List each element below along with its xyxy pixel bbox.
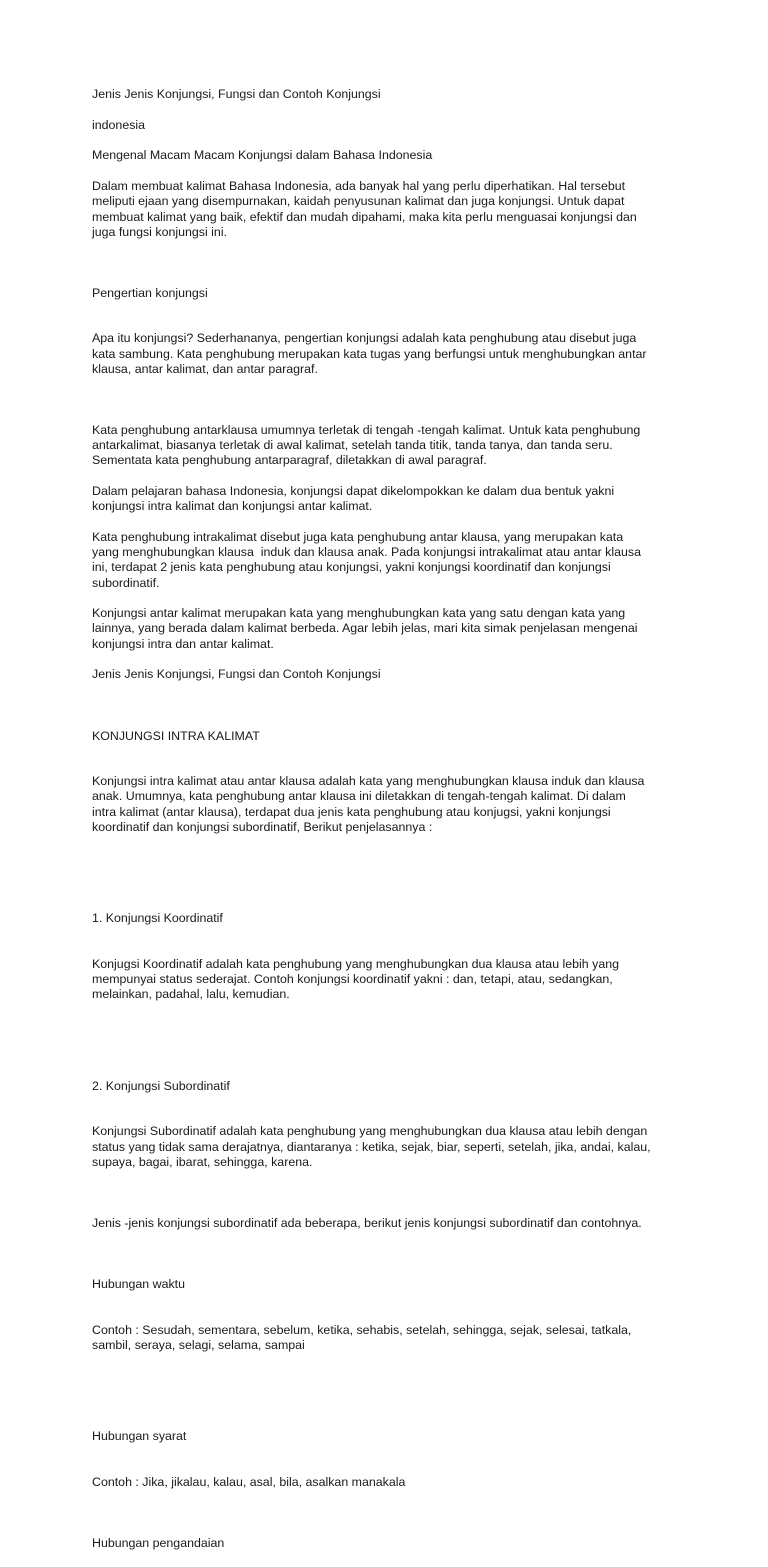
pengandaian-heading: Hubungan pengandaian [92,1536,225,1551]
section-hubungan-syarat [92,1399,682,1521]
waktu-heading: Hubungan waktu [92,1277,185,1291]
intra-kalimat-heading: KONJUNGSI INTRA KALIMAT [92,728,260,743]
syarat-heading: Hubungan syarat [92,1429,187,1444]
waktu-examples: Contoh : Sesudah, sementara, sebelum, ketika, sehabis, setelah, sehingga, sejak, selesai, tatkala, sambil, seraya, selagi, selama, sampai [92,1322,632,1352]
syarat-examples: Contoh : Jika, jikalau, kalau, asal, bila, asalkan manakala [92,1474,406,1489]
subordinatif-heading: 2. Konjungsi Subordinatif [92,1078,230,1093]
section-hubungan-waktu [92,1247,682,1384]
document-subtitle: Mengenal Macam Macam Konjungsi dalam Bahasa Indonesia [92,148,433,163]
section-subordinatif [92,1048,682,1200]
document-title-repeat: Jenis Jenis Konjungsi, Fungsi dan Contoh Konjungsi [92,667,381,682]
intrakalimat-paragraph: Kata penghubung intrakalimat disebut juga kata penghubung antar klausa, yang merupakan kata yang menghubungkan klausa induk dan klausa anak. Pada konjungsi intrakalimat atau antar klausa ini, terdapat 2 jenis kata penghubung atau konjungsi, yakni konjungsi koordinatif dan konjungsi subordinatif. [92,529,641,590]
intra-kalimat-paragraph: Konjungsi intra kalimat atau antar klausa adalah kata yang menghubungkan klausa induk dan klausa anak. Umumnya, kata penghubung antar klausa ini diletakkan di tengah-tengah kalimat. Di dalam intra kalimat (antar klausa), terdapat dua jenis kata penghubung atau konjugsi, yakni konjungsi koordinatif dan konjungsi subordinatif, Berikut penjelasannya : [92,774,645,834]
koordinatif-paragraph: Konjugsi Koordinatif adalah kata penghubung yang menghubungkan dua klausa atau lebih yang mempunyai status sederajat. Contoh konjungsi koordinatif yakni : dan, tetapi, atau, sedangkan, melainkan, padahal, lalu, kemudian. [92,956,620,1002]
section-koordinatif [92,881,682,1033]
koordinatif-heading: 1. Konjungsi Koordinatif [92,911,223,926]
subordinatif-paragraph: Konjungsi Subordinatif adalah kata penghubung yang menghubungkan dua klausa atau lebih dengan status yang tidak sama derajatnya, diantaranya : ketika, sejak, biar, seperti, setelah, jika, andai, kalau, supaya, bagai, ibarat, sehingga, karena. [92,1124,651,1169]
pelajaran-paragraph: Dalam pelajaran bahasa Indonesia, konjungsi dapat dikelompokkan ke dalam dua bentuk yakni konjungsi intra kalimat dan konjungsi antar kalimat. [92,484,615,514]
document-title: Jenis Jenis Konjungsi, Fungsi dan Contoh Konjungsi [92,87,381,101]
pengertian-heading: Pengertian konjungsi [92,285,208,300]
section-pengertian [92,255,682,407]
document-body [92,87,682,1567]
document-category: indonesia [92,117,146,132]
section-intra-kalimat [92,698,682,865]
jenis-subordinatif-paragraph: Jenis -jenis konjungsi subordinatif ada beberapa, berikut jenis konjungsi subordinatif dan contohnya. [92,1215,642,1230]
antarkalimat-paragraph: Konjungsi antar kalimat merupakan kata yang menghubungkan kata yang satu dengan kata yang lainnya, yang berada dalam kalimat berbeda. Agar lebih jelas, mari kita simak penjelasan mengenai konjungsi intra dan antar kalimat. [92,606,638,651]
intro-paragraph: Dalam membuat kalimat Bahasa Indonesia, ada banyak hal yang perlu diperhatikan. Hal tersebut meliputi ejaan yang disempurnakan, kaidah penyusunan kalimat dan juga konjungsi. Untuk dapat membuat kalimat yang baik, efektif dan mudah dipahami, maka kita perlu menguasai konjungsi dan juga fungsi konjungsi ini. [92,179,637,239]
pengertian-paragraph: Apa itu konjungsi? Sederhananya, pengertian konjungsi adalah kata penghubung atau disebut juga kata sambung. Kata penghubung merupakan kata tugas yang berfungsi untuk menghubungkan antar klausa, antar kalimat, dan antar paragraf. [92,331,647,376]
antarklausa-paragraph: Kata penghubung antarklausa umumnya terletak di tengah -tengah kalimat. Untuk kata penghubung antarkalimat, biasanya terletak di awal kalimat, setelah tanda titik, tanda tanya, dan tanda seru. Sementata kata penghubung antarparagraf, diletakkan di awal paragraf. [92,422,641,468]
